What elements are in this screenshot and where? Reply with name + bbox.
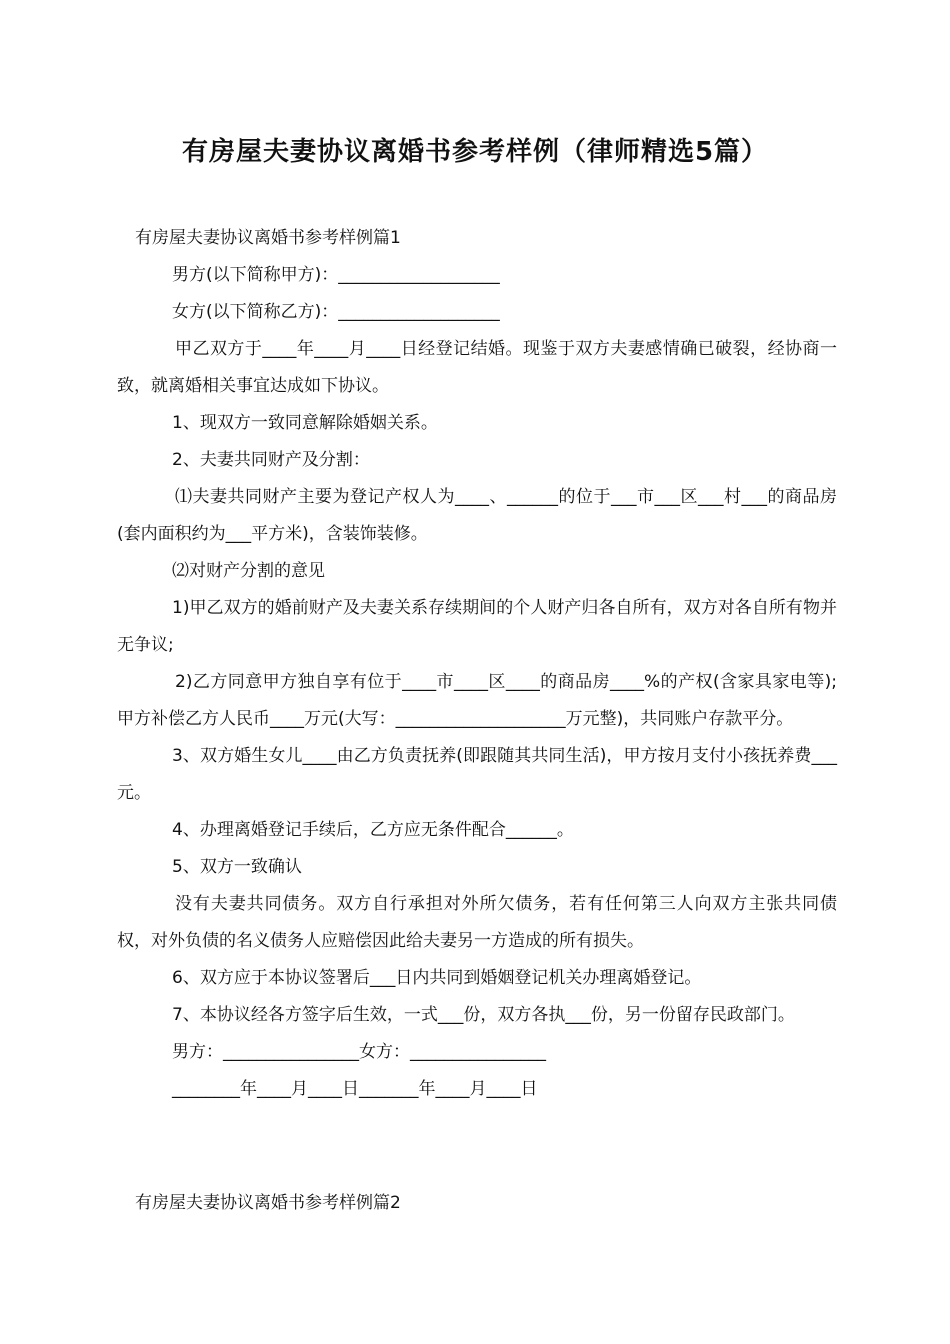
female-party-line: 女方(以下简称乙方)：___________________ (172, 302, 500, 322)
section-1-heading: 有房屋夫妻协议离婚书参考样例篇1 (135, 228, 401, 248)
section-2 (117, 1185, 837, 1222)
document-title: 有房屋夫妻协议离婚书参考样例（律师精选5篇） (181, 137, 769, 167)
signature-line: 男方：________________女方：________________ (172, 1042, 546, 1062)
male-party-line: 男方(以下简称甲方)：___________________ (172, 265, 500, 285)
section-1 (117, 220, 837, 1108)
clause-7: 7、本协议经各方签字后生效，一式___份，双方各执___份，另一份留存民政部门。 (172, 1005, 795, 1025)
clause-3: 3、双方婚生女儿____由乙方负责抚养(即跟随其共同生活)，甲方按月支付小孩抚养费___元。 (117, 746, 837, 803)
clause-2-1: ⑴夫妻共同财产主要为登记产权人为____、______的位于___市___区___村___的商品房(套内面积约为___平方米)，含装饰装修。 (117, 487, 837, 544)
clause-2-2: ⑵对财产分割的意见 (172, 561, 325, 581)
clause-5-text: 没有夫妻共同债务。双方自行承担对外所欠债务，若有任何第三人向双方主张共同债权，对外负债的名义债务人应赔偿因此给夫妻另一方造成的所有损失。 (117, 894, 837, 951)
intro-paragraph: 甲乙双方于____年____月____日经登记结婚。现鉴于双方夫妻感情确已破裂，经协商一致，就离婚相关事宜达成如下协议。 (117, 339, 837, 396)
clause-6: 6、双方应于本协议签署后___日内共同到婚姻登记机关办理离婚登记。 (172, 968, 702, 988)
clause-5: 5、双方一致确认 (172, 857, 302, 877)
clause-2: 2、夫妻共同财产及分割： (172, 450, 370, 470)
clause-2-2-1: 1)甲乙双方的婚前财产及夫妻关系存续期间的个人财产归各自所有，双方对各自所有物并无争议; (117, 598, 837, 655)
date-line: ________年____月____日_______年____月____日 (172, 1079, 538, 1099)
clause-2-2-2: 2)乙方同意甲方独自享有位于____市____区____的商品房____%的产权(含家具家电等);甲方补偿乙方人民币____万元(大写：____________________万元整)，共同账户存款平分。 (117, 672, 837, 729)
clause-1: 1、现双方一致同意解除婚姻关系。 (172, 413, 438, 433)
section-2-heading: 有房屋夫妻协议离婚书参考样例篇2 (135, 1193, 401, 1213)
clause-4: 4、办理离婚登记手续后，乙方应无条件配合______。 (172, 820, 574, 840)
